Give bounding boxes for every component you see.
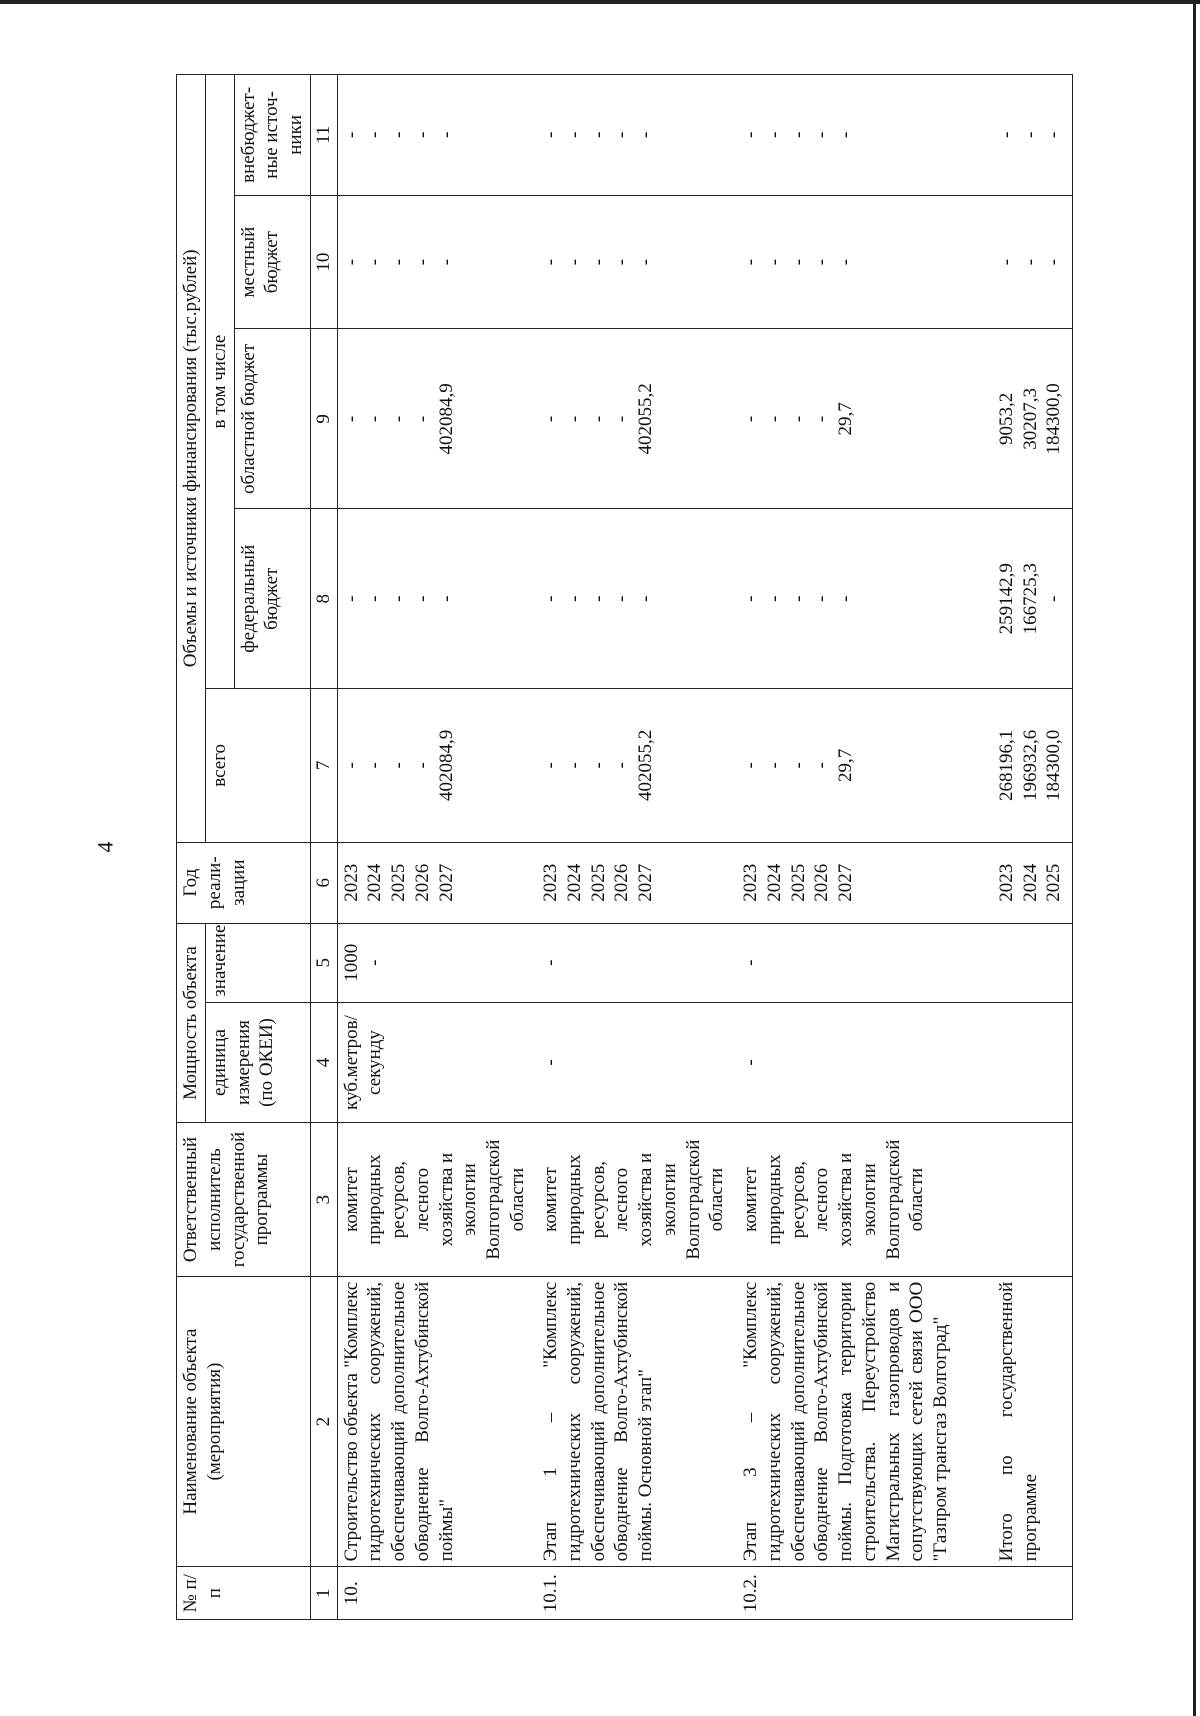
total-cell [337,689,537,843]
federal-value: - [364,595,386,602]
regional-value: - [411,415,433,423]
extra-value: - [587,131,609,139]
total-value: - [540,762,561,769]
border-cell [1068,195,1073,329]
federal-value: - [435,595,457,602]
col-number: 9 [310,329,337,509]
extra-value: - [740,131,761,139]
regional-value: - [388,415,409,423]
header-regional: областной бюджет [234,329,310,509]
header-total: всего [205,689,310,843]
extra-value: - [995,131,1017,139]
year: 2027 [835,863,856,902]
total-value: - [740,762,761,769]
extra-value: - [811,131,833,139]
extra-value: - [411,131,433,139]
regional-value: - [811,415,833,423]
unit: - [737,1002,955,1123]
federal-value: - [740,595,761,602]
regional-value: 30207,3 [1019,388,1041,450]
local-value: - [740,258,761,266]
federal-value: - [835,595,856,602]
federal-value: - [540,595,561,602]
local-cell [537,195,737,329]
regional-value: - [587,415,609,423]
federal-value: 259142,9 [995,563,1017,635]
year: 2024 [763,863,785,902]
local-value: - [1019,258,1041,266]
header-num: № п/п [177,1567,311,1620]
local-value: - [995,258,1017,266]
extra-value: - [435,131,457,139]
total-value: 402084,9 [435,729,457,801]
extra-value: - [540,131,561,139]
extra-value: - [611,131,633,139]
local-cell [737,195,955,329]
col-number: 2 [310,1276,337,1567]
year: 2027 [635,863,656,902]
local-value: - [540,258,561,266]
federal-cell [737,509,955,689]
federal-value: - [563,595,585,602]
table-row [737,75,955,1620]
total-value: 402055,2 [635,729,656,801]
local-value: - [411,258,433,266]
federal-value: - [1043,595,1065,602]
total-value: - [388,762,409,769]
unit: куб.метров/ секунду [337,1002,537,1123]
regional-value: - [763,415,785,423]
border-cell [1068,329,1073,509]
executor: комитет природных ресурсов, лесного хозяйства и экологии Волгоградской области [337,1123,537,1277]
extra-value: - [1019,131,1041,139]
total-value: 268196,1 [995,729,1017,801]
header-year: Год реали-зации [177,842,311,923]
extra-cell [737,75,955,196]
regional-cell [955,329,1068,509]
col-number: 8 [310,509,337,689]
page-number: 4 [92,841,118,853]
federal-value: - [340,595,362,602]
year: 2023 [540,863,561,902]
local-value: - [388,258,409,266]
total-cell [955,689,1068,843]
capacity-value: - [740,959,761,966]
border-cell [1068,1276,1073,1567]
year: 2026 [811,863,833,902]
local-value: - [340,258,362,266]
regional-cell [737,329,955,509]
regional-value: 402055,2 [635,383,656,455]
capacity-value: - [540,959,561,966]
header-federal: федеральный бюджет [234,509,310,689]
federal-value: - [411,595,433,602]
extra-cell [955,75,1068,196]
federal-value: 166725,3 [1019,563,1041,635]
total-value: 184300,0 [1043,729,1065,801]
funding-table [176,74,1073,1620]
local-value: - [787,258,809,266]
local-value: - [1043,258,1065,266]
border-cell [1068,689,1073,843]
page-right-border [1193,0,1196,1716]
total-value: 29,7 [835,748,856,782]
empty-cell [955,1123,1068,1277]
federal-cell [337,509,537,689]
regional-value: 184300,0 [1043,383,1065,455]
local-value: - [763,258,785,266]
col-number: 4 [310,1002,337,1123]
year: 2023 [740,863,761,902]
header-unit: единица измерения (по ОКЕИ) [205,1002,310,1123]
year: 2024 [1019,863,1041,902]
row-number: 10. [337,1567,537,1620]
total-cell [537,689,737,843]
border-cell [1068,1002,1073,1123]
local-cell [337,195,537,329]
year: 2023 [995,863,1017,902]
extra-value: - [787,131,809,139]
col-number: 6 [310,842,337,923]
local-value: - [835,258,856,266]
federal-value: - [763,595,785,602]
year: 2027 [435,863,457,902]
regional-value: - [740,415,761,423]
total-value: - [611,762,633,769]
page-top-border [0,0,1200,4]
local-value: - [811,258,833,266]
regional-value: - [540,415,561,423]
header-row-1 [177,75,206,1620]
value-cell [337,923,537,1002]
col-number: 5 [310,923,337,1002]
total-value: - [587,762,609,769]
capacity-value: - [364,959,386,966]
total-value: - [411,762,433,769]
value-cell [737,923,955,1002]
years-cell [537,842,737,923]
regional-value: - [611,415,633,423]
total-value: - [364,762,386,769]
federal-value: - [787,595,809,602]
row-number: 10.2. [737,1567,955,1620]
year: 2025 [587,863,609,902]
year: 2024 [563,863,585,902]
header-capacity: Мощность объекта [177,923,206,1123]
table-row [337,75,537,1620]
capacity-value: 1000 [340,943,362,982]
extra-cell [537,75,737,196]
object-name: Строительство объекта "Комплекс гидротехнических сооружений, обеспечивающий дополнительное обводнение Волго-Ахтубинской поймы" [337,1276,537,1567]
local-value: - [587,258,609,266]
header-executor: Ответственный исполнитель государственной программы [177,1123,311,1277]
extra-cell [337,75,537,196]
regional-cell [337,329,537,509]
extra-value: - [340,131,362,139]
year: 2023 [340,863,362,902]
extra-value: - [364,131,386,139]
empty-cell [955,1002,1068,1123]
header-incl: в том числе [205,75,234,689]
extra-value: - [388,131,409,139]
total-cell [737,689,955,843]
total-value: - [811,762,833,769]
year: 2026 [611,863,633,902]
regional-value: - [340,415,362,423]
extra-value: - [835,131,856,139]
federal-value: - [611,595,633,602]
federal-value: - [635,595,656,602]
federal-cell [955,509,1068,689]
col-number: 7 [310,689,337,843]
regional-cell [537,329,737,509]
header-numbers-row [310,75,337,1620]
row-number: 10.1. [537,1567,737,1620]
regional-value: - [563,415,585,423]
year: 2025 [787,863,809,902]
local-value: - [635,258,656,266]
table-bottom-border [1068,75,1073,1620]
year: 2024 [364,863,386,902]
col-number: 1 [310,1567,337,1620]
extra-value: - [763,131,785,139]
col-number: 11 [310,75,337,196]
col-number: 10 [310,195,337,329]
total-row [955,75,1068,1620]
rotated-page-content [176,74,1065,1620]
total-value: - [763,762,785,769]
executor: комитет природных ресурсов, лесного хозяйства и экологии Волгоградской области [537,1123,737,1277]
federal-value: - [587,595,609,602]
object-name: Этап 1 – "Комплекс гидротехнических сооружений, обеспечивающий дополнительное обводнение Волго-Ахтубинской поймы. Основной этап" [537,1276,737,1567]
local-value: - [611,258,633,266]
total-value: - [787,762,809,769]
col-number: 3 [310,1123,337,1277]
years-cell [955,842,1068,923]
border-cell [1068,1567,1073,1620]
federal-value: - [388,595,409,602]
border-cell [1068,1123,1073,1277]
years-cell [337,842,537,923]
local-value: - [364,258,386,266]
extra-value: - [635,131,656,139]
local-value: - [563,258,585,266]
row-number-empty [955,1567,1068,1620]
extra-value: - [1043,131,1065,139]
border-cell [1068,75,1073,196]
total-value: - [340,762,362,769]
header-extra: внебюджет-ные источ-ники [234,75,310,196]
header-name: Наименование объекта (мероприятия) [177,1276,311,1567]
regional-value: - [364,415,386,423]
local-cell [955,195,1068,329]
year: 2025 [388,863,409,902]
executor: комитет природных ресурсов, лесного хозяйства и экологии Волгоградской области [737,1123,955,1277]
federal-cell [537,509,737,689]
extra-value: - [563,131,585,139]
regional-value: 9053,2 [995,392,1017,446]
regional-value: 29,7 [835,402,856,436]
year: 2025 [1043,863,1065,902]
unit: - [537,1002,737,1123]
border-cell [1068,509,1073,689]
total-value: 196932,6 [1019,729,1041,801]
value-cell [537,923,737,1002]
header-funding: Объемы и источники финансирования (тыс.рублей) [177,75,206,843]
total-value: - [563,762,585,769]
empty-cell [955,923,1068,1002]
years-cell [737,842,955,923]
regional-value: 402084,9 [435,383,457,455]
border-cell [1068,842,1073,923]
header-value: значение [205,923,310,1002]
object-name: Этап 3 – "Комплекс гидротехнических сооружений, обеспечивающий дополнительное обводнение Волго-Ахтубинской поймы. Подготовка территории строительства. Переустройство Магистральных газопроводов и сопутствующих сетей связи ООО "Газпром трансгаз Волгоград" [737,1276,955,1567]
table-row [537,75,737,1620]
local-value: - [435,258,457,266]
federal-value: - [811,595,833,602]
total-label: Итого по государственной программе [955,1276,1068,1567]
table-body [337,75,1073,1620]
header-local: местный бюджет [234,195,310,329]
year: 2026 [411,863,433,902]
border-cell [1068,923,1073,1002]
regional-value: - [787,415,809,423]
